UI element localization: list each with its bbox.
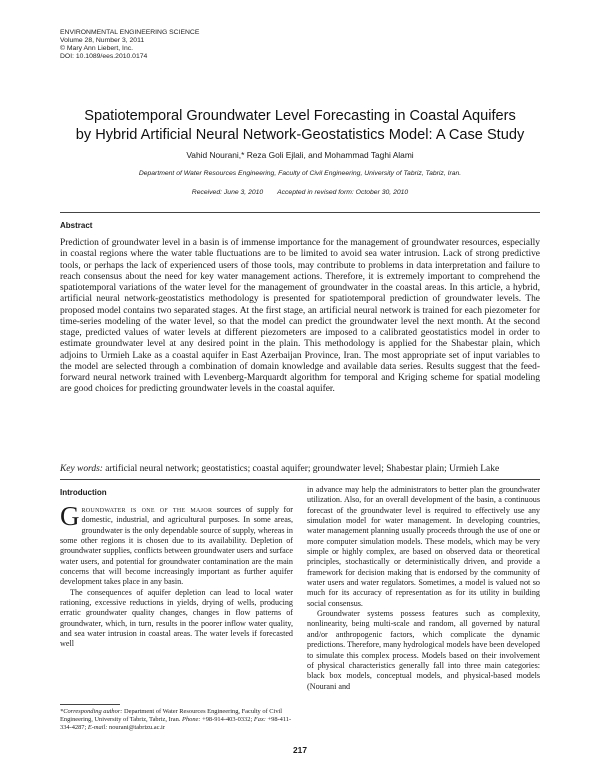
journal-name: ENVIRONMENTAL ENGINEERING SCIENCE [60, 29, 200, 36]
journal-volume: Volume 28, Number 3, 2011 [60, 37, 145, 44]
phone-value: +98-914-403-0332; [200, 715, 253, 723]
abstract-top-rule [60, 212, 540, 213]
authors: Vahid Nourani,* Reza Goli Ejlali, and Mohammad Taghi Alami [186, 150, 414, 160]
phone-label: Phone: [182, 715, 201, 723]
journal-header [60, 29, 199, 61]
affiliation: Department of Water Resources Engineering, Faculty of Civil Engineering, University of Tabriz, Tabriz, Iran. [138, 170, 462, 177]
fax-value: +98-411-334-4287; [60, 715, 292, 731]
footnote-text: Department of Water Resources Engineering, Faculty of Civil Engineering, University of Tabriz, Tabriz, Iran. [60, 708, 283, 723]
footnote-rule [60, 704, 120, 705]
intro-p1-text: sources of supply for domestic, industrial, and agricultural purposes. In some areas, groundwater is the only dependable source of supply, whereas in some other regions it is chosen due to its availability. Depletion of groundwater supplies, conflicts between groundwater users and surface water users, and potential for groundwater contamination are the main concerns that will become increasingly important as further aquifer development takes place in any basin. [60, 505, 294, 587]
title-line-2: by Hybrid Artificial Neural Network-Geostatistics Model: A Case Study [75, 127, 525, 143]
intro-lead-caps: roundwater is one of the major [81, 505, 213, 514]
title-line-1: Spatiotemporal Groundwater Level Forecasting in Coastal Aquifers [84, 108, 516, 124]
abstract-heading: Abstract [60, 221, 93, 230]
left-column [60, 501, 294, 650]
abstract-text: Prediction of groundwater level in a basin is of immense importance for the management of groundwater resources, especially in coastal regions where the water table fluctuations are to be limited to avoid sea water intrusion. Lack of strong predictive tools, or perhaps the lack of experienced users of those tools, may contribute to problems in data interpretation and failure to reach consensus about the need for key water management actions. Therefore, it is extremely important to comprehend the spatiotemporal variations of the water level for the management of groundwater in the coastal areas. In this article, a hybrid, artificial neural network-geostatistics methodology is presented for spatiotemporal prediction of groundwater levels. The proposed model contains two separated stages. At the first stage, an artificial neural network is trained for each piezometer for time-series modeling of the water level, so that the model can predict the groundwater level the next month. At the second stage, predicted values of water levels at different piezometers are imposed to a calibrated geostatistics model in order to estimate groundwater level at any desired point in the plain. This methodology is applied for the Shabestar plain, which adjoins to Urmieh Lake as a coastal aquifer in East Azerbaijan Province, Iran. The most appropriate set of input variables to the model are selected through a combination of domain knowledge and available data series. Results suggest that the feed-forward neural network trained with Levenberg-Marquardt algorithm for temporal and Kriging scheme for spatial modeling are good choices for predicting groundwater levels in the coastal aquifer. [60, 238, 540, 395]
journal-copyright: © Mary Ann Liebert, Inc. [60, 45, 134, 52]
intro-paragraph-2: The consequences of aquifer depletion can lead to local water rationing, excessive reductions in yields, drying of wells, producing erratic groundwater quality changes, changes in flow patterns of groundwater, which, in turn, results in the poorer inflow water quality, and sea water intrusion in coastal areas. The water levels if forecasted well [60, 587, 293, 649]
paper-title [60, 107, 540, 145]
keywords-text: artificial neural network; geostatistics; coastal aquifer; groundwater level; Shabestar plain; Urmieh Lake [105, 464, 500, 474]
received-date: Received: June 3, 2010 [191, 189, 264, 196]
page-number: 217 [293, 745, 307, 755]
intro-paragraph-1 [60, 501, 294, 588]
keywords-label: Key words: [60, 464, 103, 474]
submission-dates [60, 189, 540, 196]
intro-paragraph-3: in advance may help the administrators to better plan the groundwater utilization. Also, for an overall development of the basin, a continuous forecast of the groundwater level is required to effectively use any simulation model for water management. In developing countries, water management planning usually proceeds through the use of one or more computer simulation models. These models, which may be very simple or highly complex, are based on observed data or theoretical principles, stochastically or deterministically driven, and provide a framework for decision making that is endorsed by the community of water users and water regulators. Sometimes, a model is valued not so much for its accuracy of representation as for its utility in building social consensus. [307, 485, 540, 608]
drop-cap: G [60, 501, 80, 531]
corresponding-author-footnote [60, 708, 293, 732]
introduction-heading: Introduction [60, 488, 107, 497]
email-label: E-mail: [87, 723, 108, 731]
journal-doi: DOI: 10.1089/ees.2010.0174 [60, 53, 148, 60]
abstract-bottom-rule [60, 479, 540, 480]
keywords [60, 464, 540, 476]
email-value[interactable]: nourani@tabrizu.ac.ir [107, 723, 165, 731]
footnote-label: *Corresponding author: [60, 708, 123, 715]
right-column [307, 485, 540, 692]
intro-paragraph-4: Groundwater systems possess features such as complexity, nonlinearity, being multi-scale and random, all governed by natural and/or anthropogenic factors, which complicate the dynamic predictions. Therefore, many hydrological models have been developed to simulate this complex process. Models based on their involvement of physical characteristics generally fall into three main categories: black box models, conceptual models, and physical-based models (Nourani and [307, 609, 540, 691]
fax-label: Fax: [253, 715, 266, 723]
accepted-date: Accepted in revised form: October 30, 2010 [277, 189, 409, 196]
